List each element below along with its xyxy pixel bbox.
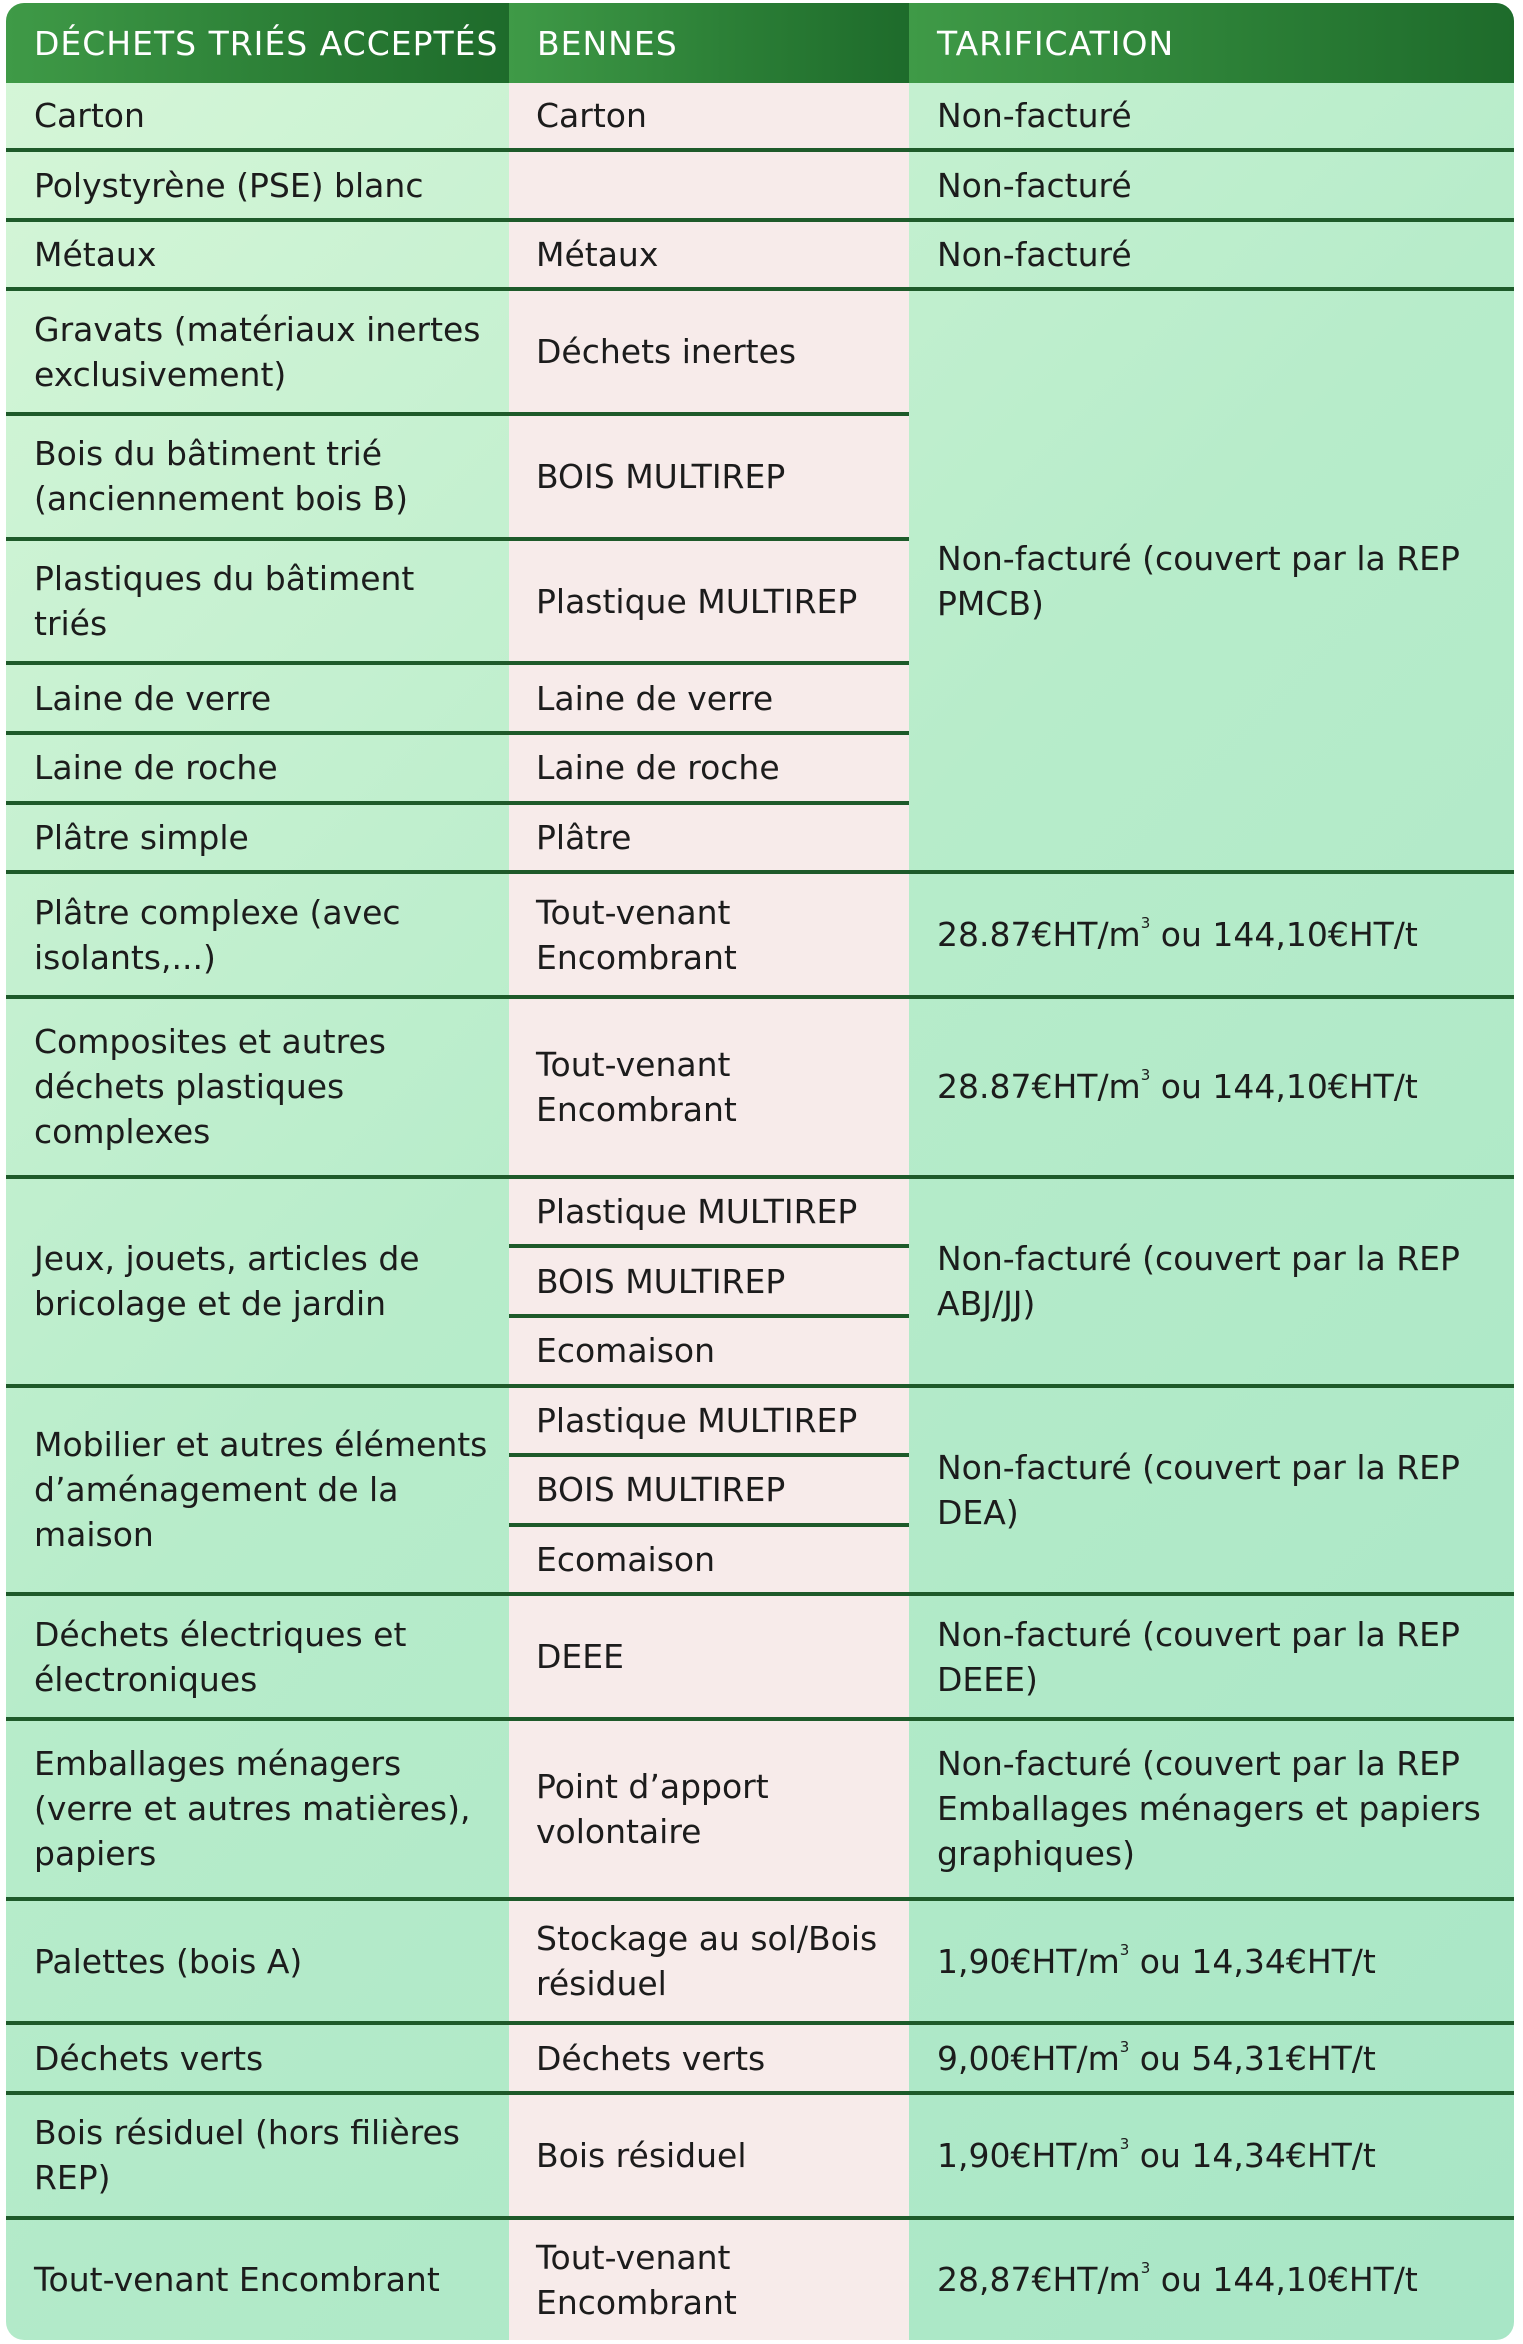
table-row — [6, 2218, 1514, 2340]
price-cell: $9,00€HT/m^3$ ou 54,31€HT/t — [909, 2023, 1514, 2093]
waste-cell: Emballages ménagers (verre et autres matières), papiers — [6, 1719, 509, 1899]
waste-pricing-table-card — [6, 3, 1514, 2340]
waste-cell: Palettes (bois A) — [6, 1899, 509, 2024]
bin-cell: Ecomaison — [509, 1525, 909, 1595]
waste-cell: Bois du bâtiment trié (anciennement bois B) — [6, 414, 509, 539]
bin-cell: Plastique MULTIREP — [509, 539, 909, 664]
table-header-row — [6, 3, 1514, 83]
table-row — [6, 150, 1514, 220]
price-cell: Non-facturé (couvert par la REP DEEE) — [909, 1594, 1514, 1719]
bin-cell: Déchets verts — [509, 2023, 909, 2093]
bin-cell: Tout-venant Encombrant — [509, 997, 909, 1177]
bin-cell: Déchets inertes — [509, 289, 909, 414]
table-row — [6, 1594, 1514, 1719]
table-row — [6, 220, 1514, 290]
waste-cell: Polystyrène (PSE) blanc — [6, 150, 509, 220]
price-cell: $28.87€HT/m^3$ ou 144,10€HT/t — [909, 997, 1514, 1177]
bin-cell: Bois résiduel — [509, 2093, 909, 2218]
waste-cell: Mobilier et autres éléments d’aménagement de la maison — [6, 1386, 509, 1595]
table-row — [6, 872, 1514, 997]
table-row — [6, 83, 1514, 150]
header-pricing: TARIFICATION — [909, 3, 1514, 83]
price-cell: $1,90€HT/m^3$ ou 14,34€HT/t — [909, 2093, 1514, 2218]
price-cell: Non-facturé — [909, 150, 1514, 220]
bin-cell: Laine de verre — [509, 663, 909, 733]
bin-cell: Carton — [509, 83, 909, 150]
waste-cell: Bois résiduel (hors filières REP) — [6, 2093, 509, 2218]
bin-cell: Ecomaison — [509, 1316, 909, 1386]
waste-cell: Plâtre complexe (avec isolants,...) — [6, 872, 509, 997]
price-cell: Non-facturé (couvert par la REP DEA) — [909, 1386, 1514, 1595]
header-bins: BENNES — [509, 3, 909, 83]
bin-cell: Plâtre — [509, 803, 909, 873]
table-row — [6, 997, 1514, 1177]
bin-cell: Tout-venant Encombrant — [509, 872, 909, 997]
waste-cell: Laine de roche — [6, 733, 509, 803]
bin-cell: Plastique MULTIREP — [509, 1177, 909, 1247]
bin-cell: Tout-venant Encombrant — [509, 2218, 909, 2340]
bin-cell: Stockage au sol/Bois résiduel — [509, 1899, 909, 2024]
price-cell: Non-facturé (couvert par la REP ABJ/JJ) — [909, 1177, 1514, 1386]
waste-cell: Composites et autres déchets plastiques complexes — [6, 997, 509, 1177]
waste-cell: Jeux, jouets, articles de bricolage et de jardin — [6, 1177, 509, 1386]
bin-cell: BOIS MULTIREP — [509, 1246, 909, 1316]
waste-cell: Laine de verre — [6, 663, 509, 733]
table-row — [6, 2093, 1514, 2218]
waste-cell: Gravats (matériaux inertes exclusivement) — [6, 289, 509, 414]
table-row — [6, 289, 1514, 414]
table-row — [6, 1386, 1514, 1456]
table-row — [6, 1177, 1514, 1247]
waste-cell: Plâtre simple — [6, 803, 509, 873]
bin-cell: DEEE — [509, 1594, 909, 1719]
price-cell: Non-facturé — [909, 220, 1514, 290]
bin-cell — [509, 150, 909, 220]
price-cell: $1,90€HT/m^3$ ou 14,34€HT/t — [909, 1899, 1514, 2024]
bin-cell: Métaux — [509, 220, 909, 290]
waste-cell: Tout-venant Encombrant — [6, 2218, 509, 2340]
waste-cell: Plastiques du bâtiment triés — [6, 539, 509, 664]
bin-cell: Plastique MULTIREP — [509, 1386, 909, 1456]
bin-cell: BOIS MULTIREP — [509, 1455, 909, 1525]
table-row — [6, 2023, 1514, 2093]
waste-cell: Déchets électriques et électroniques — [6, 1594, 509, 1719]
waste-pricing-table — [6, 3, 1514, 2340]
waste-cell: Métaux — [6, 220, 509, 290]
price-cell: Non-facturé (couvert par la REP Emballages ménagers et papiers graphiques) — [909, 1719, 1514, 1899]
price-cell: Non-facturé — [937, 96, 1132, 136]
price-cell-pmcb: Non-facturé (couvert par la REP PMCB) — [909, 289, 1514, 872]
price-cell: $28,87€HT/m^3$ ou 144,10€HT/t — [909, 2218, 1514, 2340]
bin-cell: Laine de roche — [509, 733, 909, 803]
waste-cell: Carton — [34, 96, 145, 136]
waste-cell: Déchets verts — [6, 2023, 509, 2093]
header-waste: DÉCHETS TRIÉS ACCEPTÉS — [6, 3, 509, 83]
table-row — [6, 1899, 1514, 2024]
bin-cell: BOIS MULTIREP — [509, 414, 909, 539]
table-row — [6, 1719, 1514, 1899]
bin-cell: Point d’apport volontaire — [509, 1719, 909, 1899]
price-cell: $28.87€HT/m^3$ ou 144,10€HT/t — [909, 872, 1514, 997]
